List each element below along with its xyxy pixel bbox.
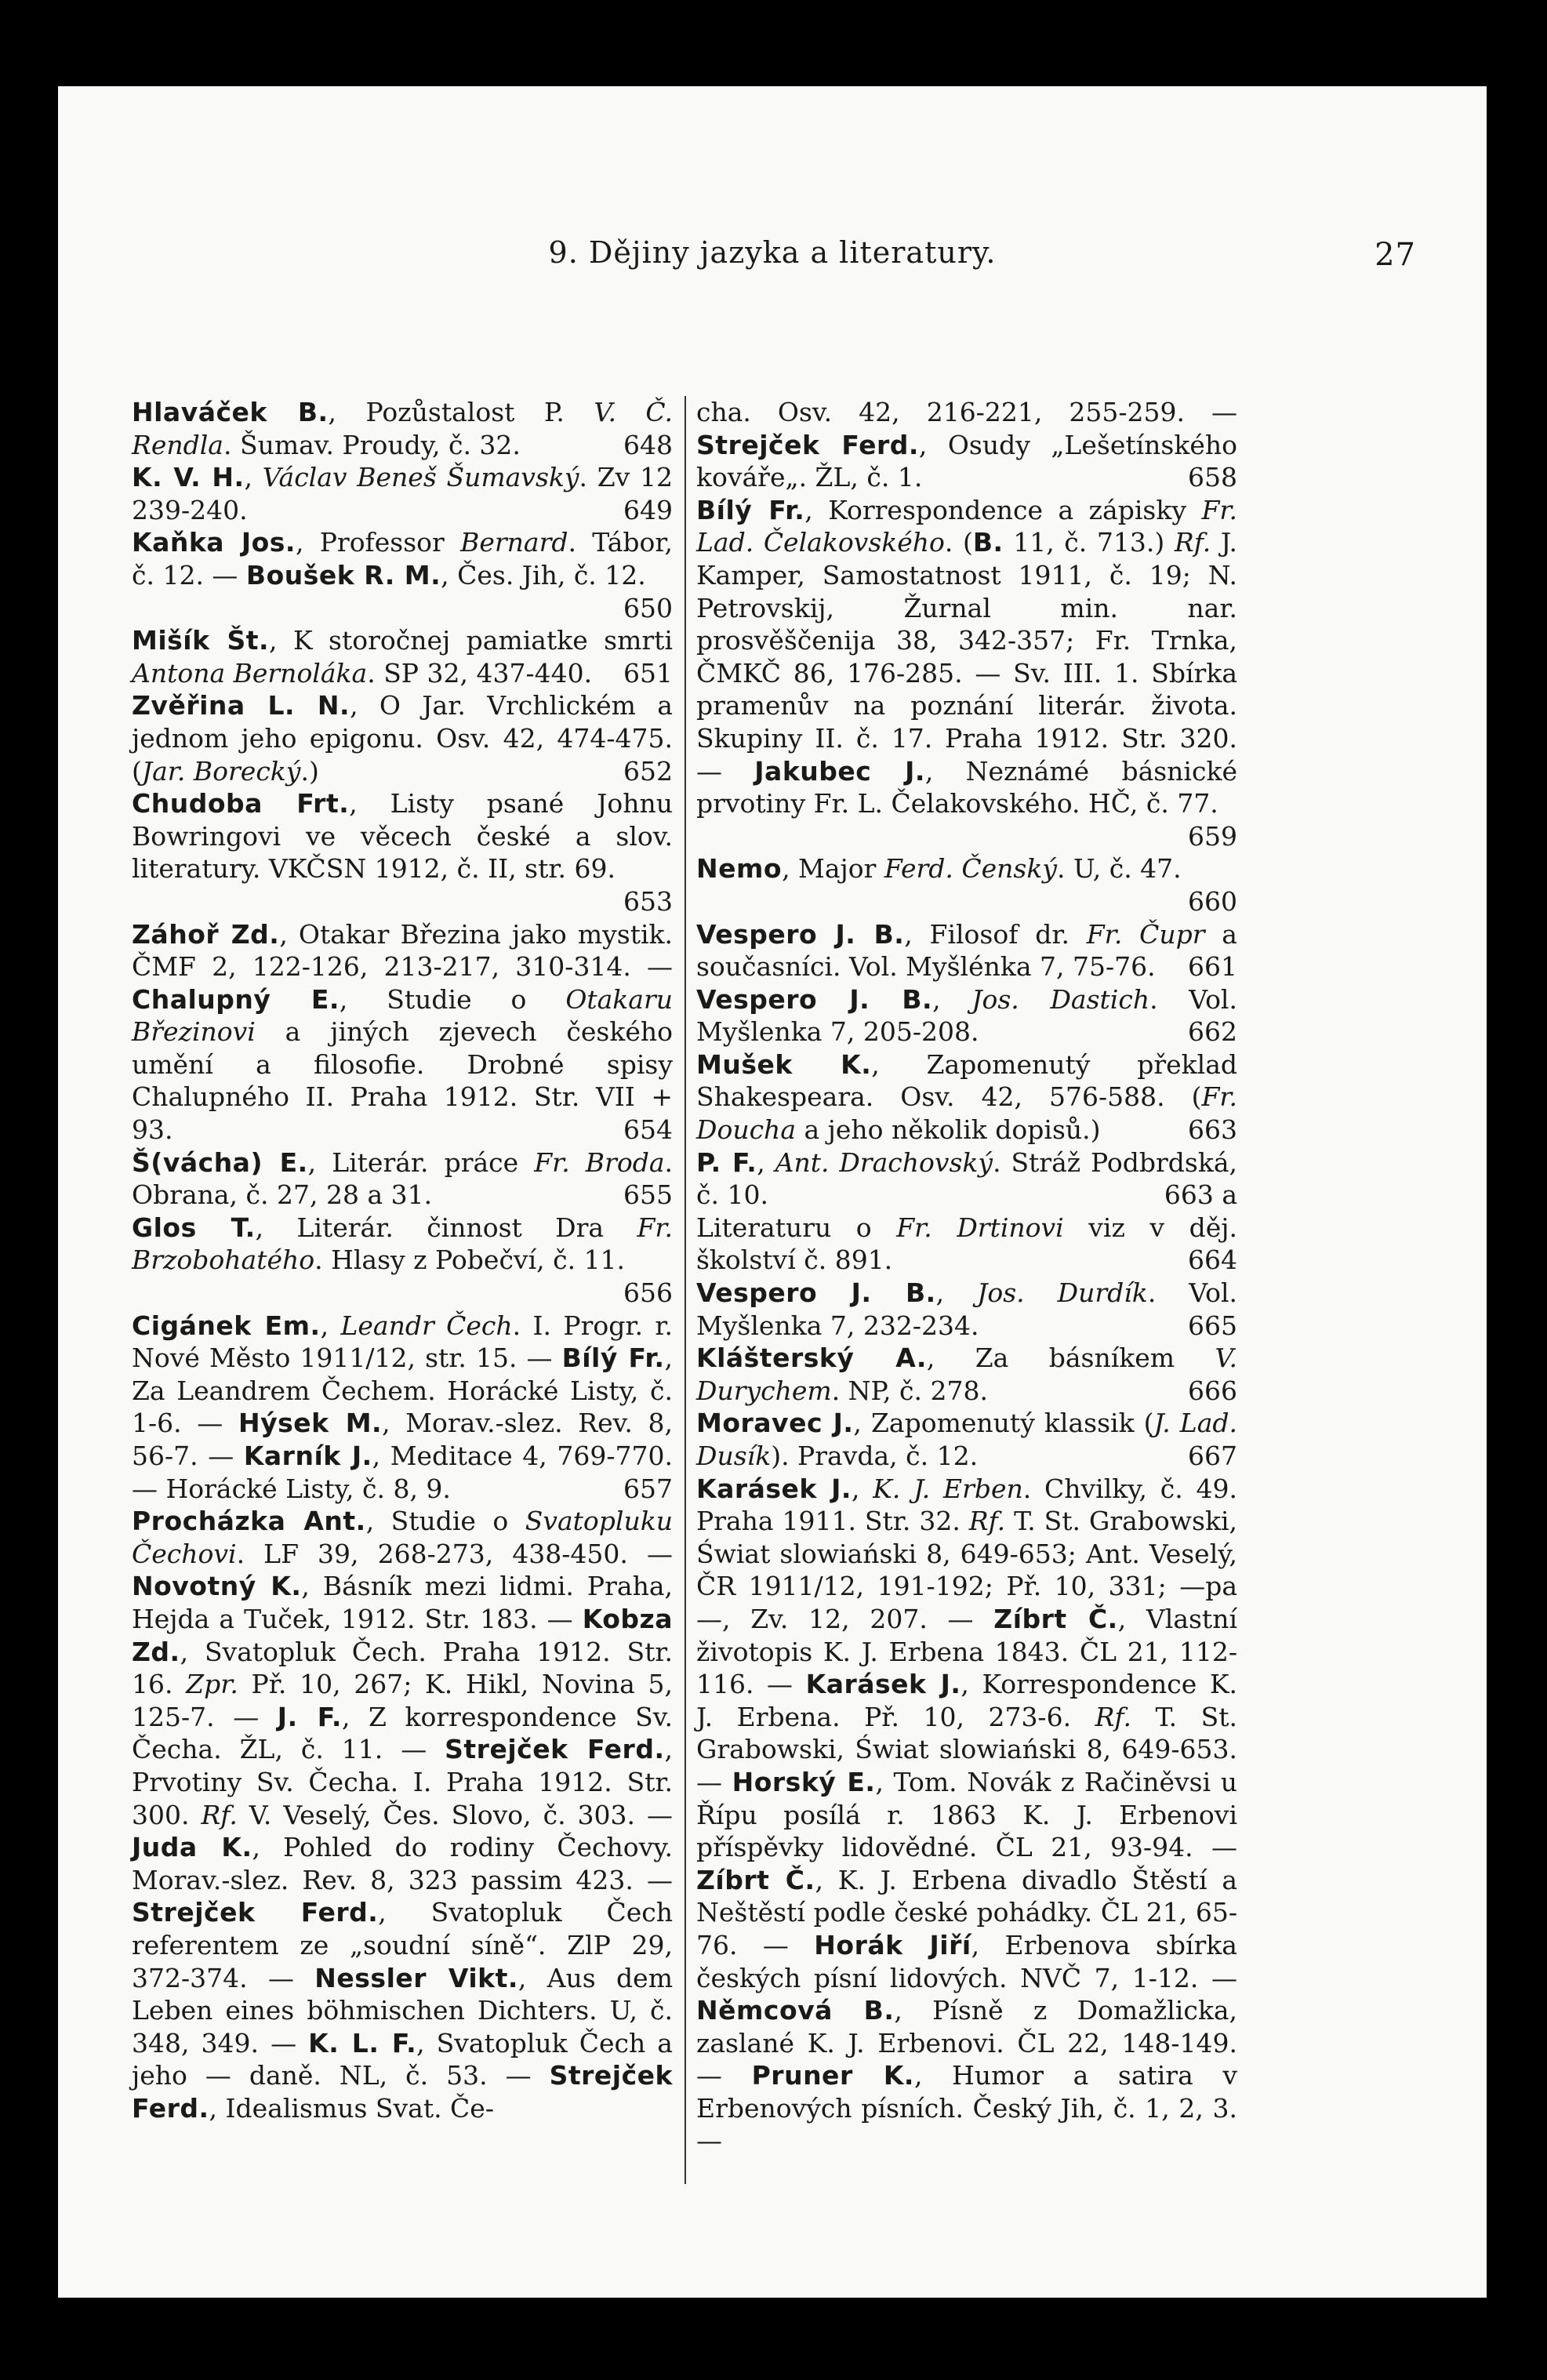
bibliography-entry: Bílý Fr., Korrespondence a zápisky Fr. Lad. Čelakovského. (B. 11, č. 713.) Rf. J. Kamper, Samostatnost 1911, č. 19; N. Petrovskij, Žurnal min. nar. prosvěščenija 38, 342-357; Fr. Trnka, ČMKČ 86, 176-285. — Sv. III. 1. Sbírka pramenův na poznání literár. života. Skupiny II. č. 17. Praha 1912. Str. 320. — Jakubec J., Neznámé básnické prvotiny Fr. L. Čelakovského. HČ, č. 77. 659	[696, 494, 1238, 852]
bibliography-entry: Nemo, Major Ferd. Čenský. U, č. 47. 660	[696, 853, 1237, 917]
running-title: 9. Dějiny jazyka a literatury.	[548, 235, 997, 270]
bibliography-entry: Vespero J. B., Filosof dr. Fr. Čupr a současníci. Vol. Myšlénka 7, 75-76. 661	[696, 918, 1237, 983]
bibliography-entry: Kaňka Jos., Professor Bernard. Tábor, č. 12. — Boušek R. M., Čes. Jih, č. 12. 650	[132, 527, 673, 623]
bibliography-entry: Literaturu o Fr. Drtinovi viz v děj. školství č. 891. 664	[696, 1212, 1237, 1276]
bibliography-entry: Vespero J. B., Jos. Dastich. Vol. Myšlenka 7, 205-208. 662	[696, 983, 1237, 1048]
bibliography-entry: P. F., Ant. Drachovský. Stráž Podbrdská, č. 10. 663 a	[696, 1146, 1237, 1211]
bibliography-entry: Š(vácha) E., Literár. práce Fr. Broda. Obrana, č. 27, 28 a 31. 655	[132, 1146, 673, 1211]
bibliography-entry: Procházka Ant., Studie o Svatopluku Čechovi. LF 39, 268-273, 438-450. — Novotný K., Básník mezi lidmi. Praha, Hejda a Tuček, 1912. Str. 183. — Kobza Zd., Svatopluk Čech. Praha 1912. Str. 16. Zpr. Př. 10, 267; K. Hikl, Novina 5, 125-7. — J. F., Z korrespondence Sv. Čecha. ŽL, č. 11. — Strejček Ferd., Prvotiny Sv. Čecha. I. Praha 1912. Str. 300. Rf. V. Veselý, Čes. Slovo, č. 303. — Juda K., Pohled do rodiny Čechovy. Morav.-slez. Rev. 8, 323 passim 423. — Strejček Ferd., Svatopluk Čech referentem ze „soudní síně“. ZlP 29, 372-374. — Nessler Vikt., Aus dem Leben eines böhmischen Dichters. U, č. 348, 349. — K. L. F., Svatopluk Čech a jeho — daně. NL, č. 53. — Strejček Ferd., Idealismus Svat. Če-	[132, 1506, 674, 2124]
bibliography-entry: Moravec J., Zapomenutý klassik (J. Lad. Dusík). Pravda, č. 12. 667	[696, 1408, 1237, 1471]
page	[58, 86, 1487, 2298]
bibliography-entry: Mišík Št., K storočnej pamiatke smrti Antona Bernoláka. SP 32, 437-440. 651	[132, 625, 673, 689]
running-header	[58, 235, 1487, 282]
bibliography-entry: Chudoba Frt., Listy psané Johnu Bowringovi ve věcech české a slov. literatury. VKČSN 1912, č. II, str. 69. 653	[132, 788, 673, 917]
bibliography-entry: Zvěřina L. N., O Jar. Vrchlickém a jednom jeho epigonu. Osv. 42, 474-475. (Jar. Borecký.) 652	[132, 690, 673, 787]
column-divider	[685, 396, 686, 2184]
bibliography-entry: Klášterský A., Za básníkem V. Durychem. NP, č. 278. 666	[696, 1343, 1237, 1406]
bibliography-entry: Vespero J. B., Jos. Durdík. Vol. Myšlenka 7, 232-234. 665	[696, 1277, 1237, 1341]
bibliography-entry: K. V. H., Václav Beneš Šumavský. Zv 12 239-240. 649	[132, 462, 673, 525]
bibliography-entry: Záhoř Zd., Otakar Březina jako mystik. ČMF 2, 122-126, 213-217, 310-314. — Chalupný E., Studie o Otakaru Březinovi a jiných zjevech českého umění a filosofie. Drobné spisy Chalupného II. Praha 1912. Str. VII + 93. 654	[132, 918, 674, 1146]
bibliography-entry: Hlaváček B., Pozůstalost P. V. Č. Rendla. Šumav. Proudy, č. 32. 648	[132, 397, 673, 460]
right-column	[696, 396, 1237, 2157]
bibliography-entry: Karásek J., K. J. Erben. Chvilky, č. 49. Praha 1911. Str. 32. Rf. T. St. Grabowski, Świat slowiański 8, 649-653; Ant. Veselý, ČR 1911/12, 191-192; Př. 10, 331; —pa—, Zv. 12, 207. — Zíbrt Č., Vlastní životopis K. J. Erbena 1843. ČL 21, 112-116. — Karásek J., Korrespondence K. J. Erbena. Př. 10, 273-6. Rf. T. St. Grabowski, Świat slowiański 8, 649-653. — Horský E., Tom. Novák z Račiněvsi u Řípu posílá r. 1863 K. J. Erbenovi příspěvky lidovědné. ČL 21, 93-94. — Zíbrt Č., K. J. Erbena divadlo Štěstí a Neštěstí podle české pohádky. ČL 21, 65-76. — Horák Jiří, Erbenova sbírka českých písní lidových. NVČ 7, 1-12. — Němcová B., Písně z Domažlicka, zaslané K. J. Erbenovi. ČL 22, 148-149. — Pruner K., Humor a satira v Erbenových písních. Český Jih, č. 1, 2, 3. —	[696, 1473, 1238, 2157]
bibliography-entry: Mušek K., Zapomenutý překlad Shakespeara. Osv. 42, 576-588. (Fr. Doucha a jeho několik dopisů.) 663	[696, 1048, 1238, 1146]
left-column	[132, 396, 673, 2124]
bibliography-entry: Glos T., Literár. činnost Dra Fr. Brzobohatého. Hlasy z Pobečví, č. 11. 656	[132, 1212, 673, 1309]
bibliography-entry: Cigánek Em., Leandr Čech. I. Progr. r. Nové Město 1911/12, str. 15. — Bílý Fr., Za Leandrem Čechem. Horácké Listy, č. 1-6. — Hýsek M., Morav.-slez. Rev. 8, 56-7. — Karník J., Meditace 4, 769-770. — Horácké Listy, č. 8, 9. 657	[132, 1310, 674, 1504]
page-number: 27	[1375, 237, 1416, 273]
bibliography-entry: cha. Osv. 42, 216-221, 255-259. — Strejček Ferd., Osudy „Lešetínského kováře„. ŽL, č. 1. 658	[696, 397, 1237, 493]
